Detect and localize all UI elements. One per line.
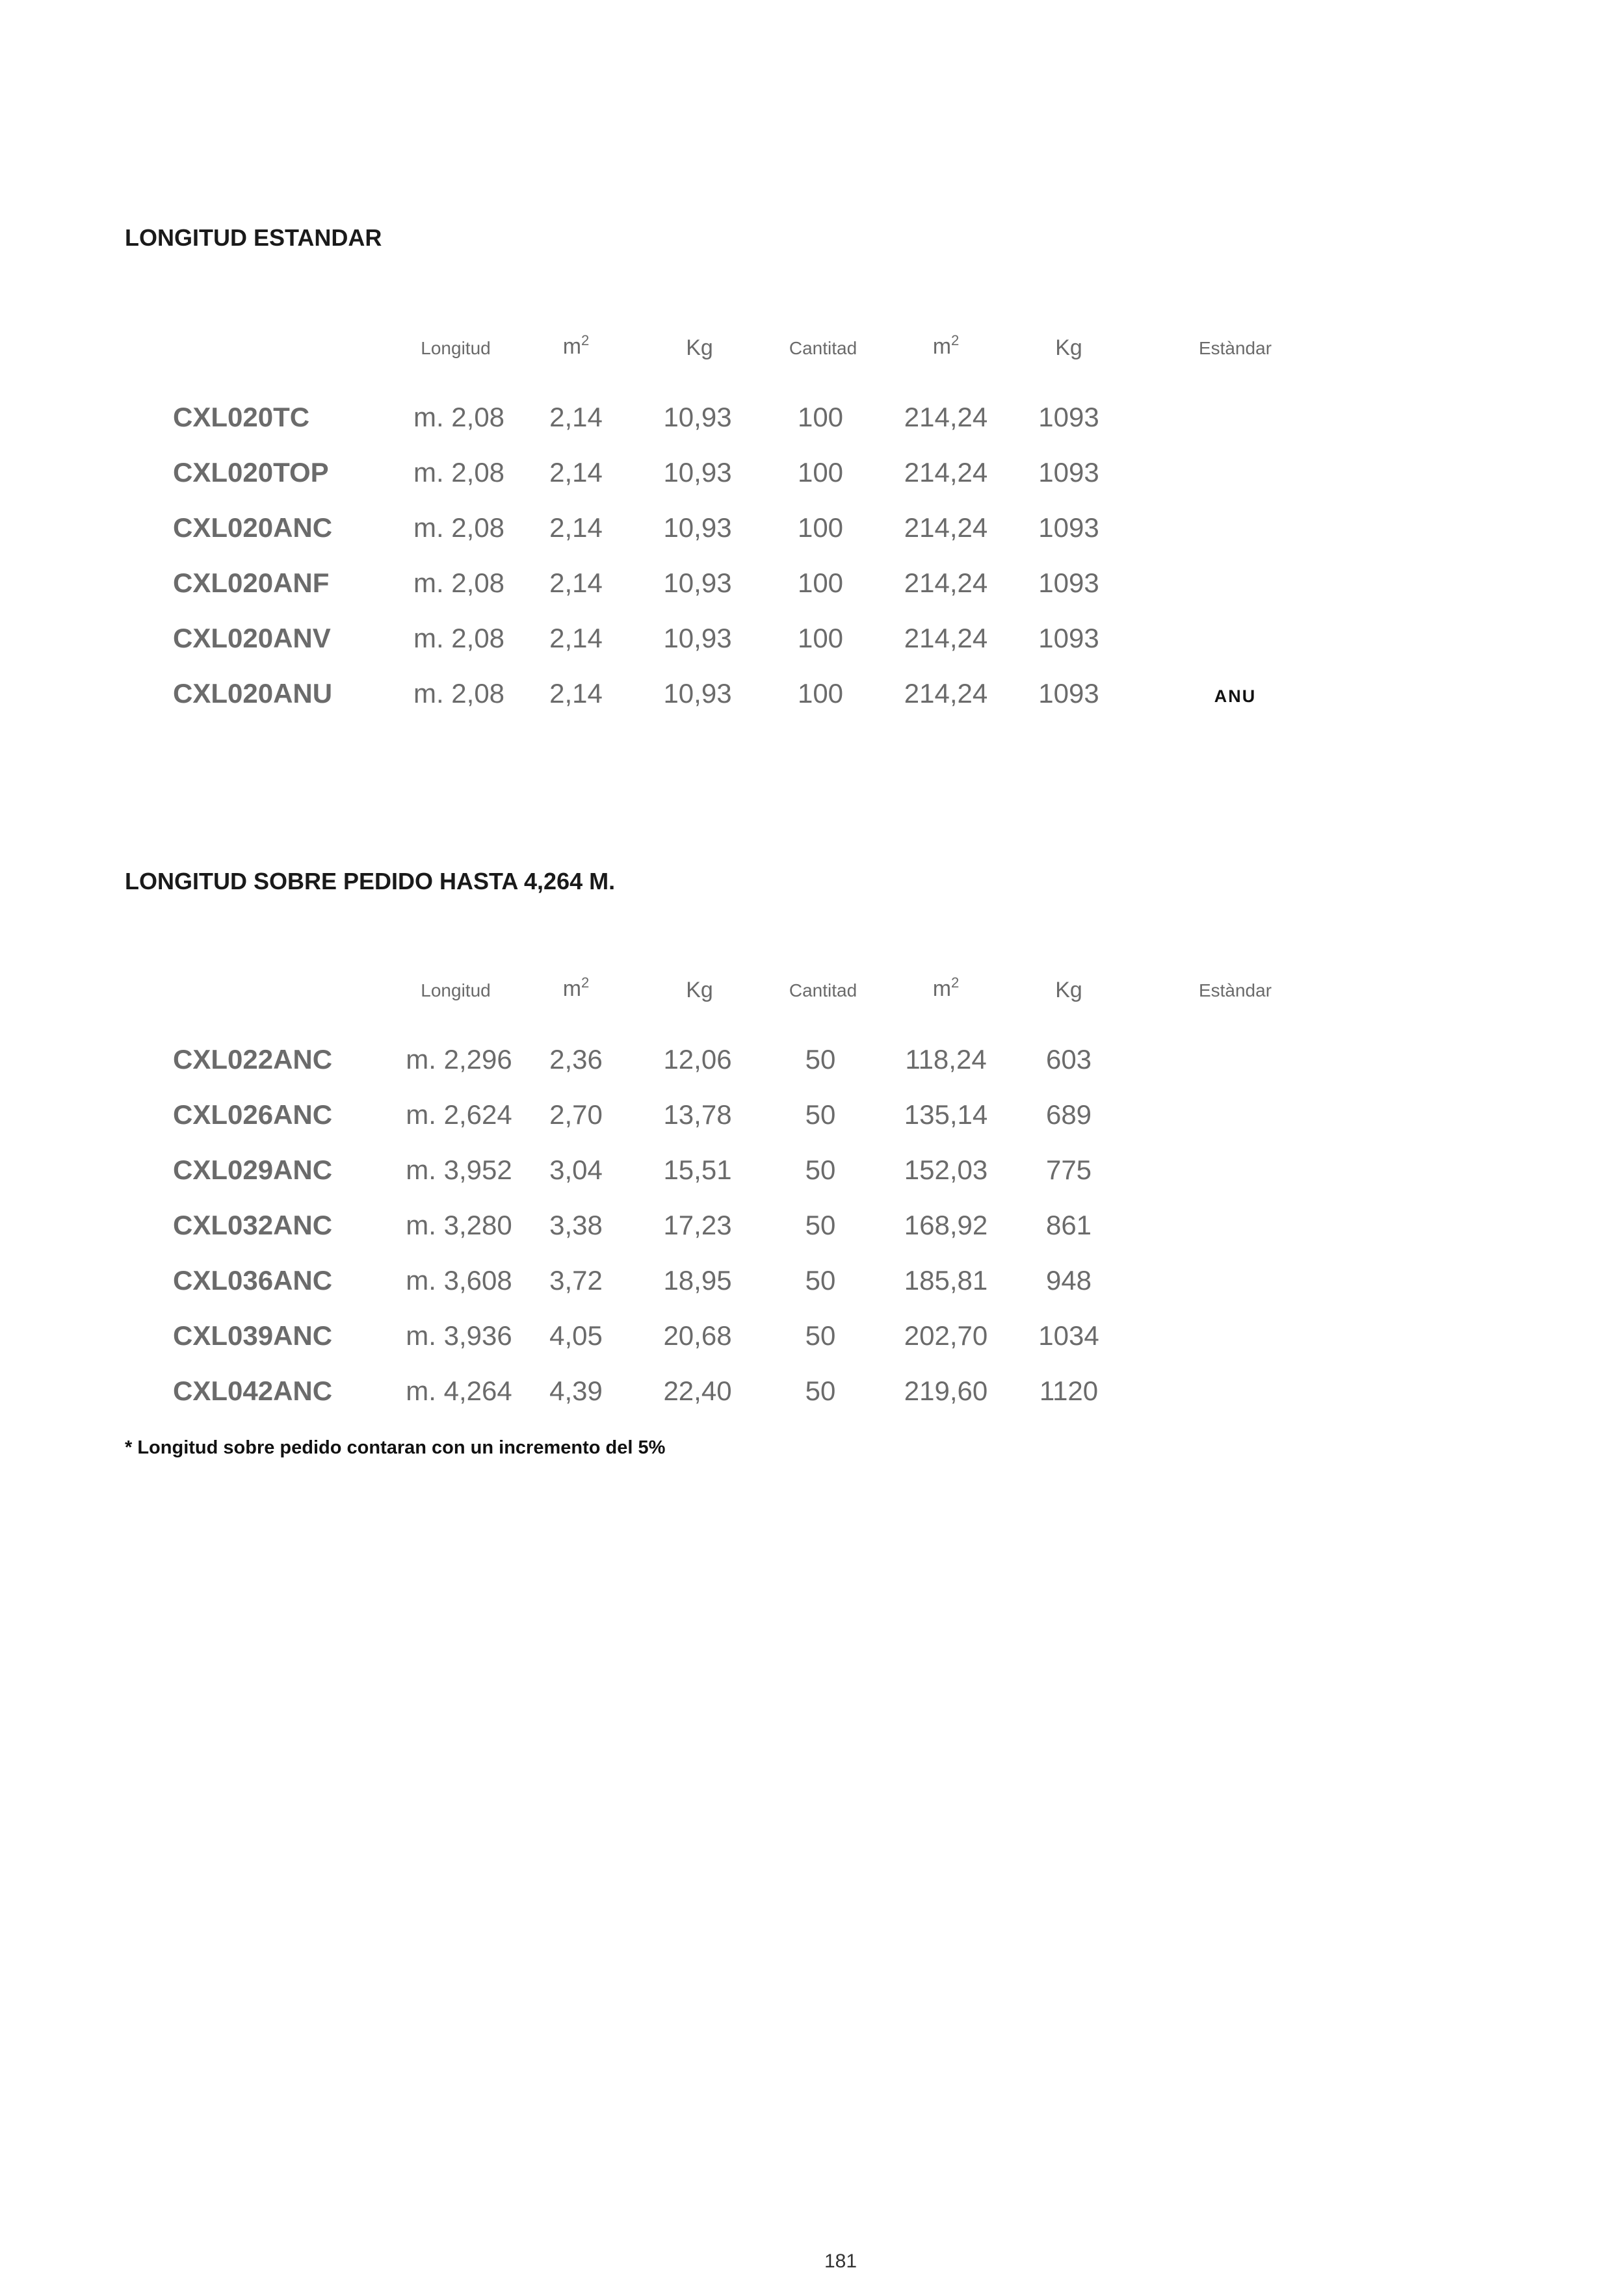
cell-code: CXL020ANV [173, 623, 331, 653]
cell-m2-unit: 2,70 [549, 1099, 603, 1130]
cell-longitud: m. 3,280 [406, 1210, 512, 1240]
cell-m2-unit: 4,05 [549, 1320, 603, 1351]
cell-cantitad: 50 [805, 1376, 836, 1406]
cell-longitud: m. 2,08 [413, 678, 505, 709]
cell-kg-total: 1034 [1038, 1320, 1099, 1351]
header-m2-unit: $m^2$ [562, 332, 590, 359]
cell-kg-total: 775 [1045, 1155, 1092, 1185]
cell-m2-unit: 2,14 [549, 567, 603, 598]
cell-code: CXL020ANF [173, 567, 330, 598]
cell-code: CXL042ANC [173, 1376, 333, 1406]
header-longitud: Longitud [421, 980, 491, 1000]
cell-m2-total: 219,60 [904, 1376, 988, 1406]
cell-kg-total: 948 [1045, 1265, 1092, 1296]
cell-cantitad: 50 [805, 1320, 836, 1351]
cell-m2-total: 214,24 [904, 623, 988, 653]
cell-kg-total: 689 [1045, 1099, 1092, 1130]
header-kg-total: Kg [1055, 978, 1082, 1002]
cell-cantitad: 100 [797, 512, 844, 543]
cell-kg-total: 1093 [1038, 512, 1099, 543]
cell-m2-unit: 3,04 [549, 1155, 603, 1185]
header-kg-total: Kg [1055, 335, 1082, 360]
page-number: 181 [824, 2250, 857, 2272]
cell-cantitad: 50 [805, 1210, 836, 1240]
cell-m2-unit: 2,14 [549, 457, 603, 488]
cell-m2-total: 152,03 [904, 1155, 988, 1185]
cell-kg-unit: 15,51 [663, 1155, 732, 1185]
header-longitud: Longitud [421, 338, 491, 358]
cell-cantitad: 100 [797, 457, 844, 488]
cell-longitud: m. 3,936 [406, 1320, 512, 1351]
cell-kg-unit: 17,23 [663, 1210, 732, 1240]
cell-m2-unit: 2,14 [549, 512, 603, 543]
header-estandar: Estàndar [1198, 980, 1272, 1000]
cell-kg-total: 1093 [1038, 623, 1099, 653]
cell-m2-unit: 3,72 [549, 1265, 603, 1296]
header-cantitad: Cantitad [789, 338, 857, 358]
cell-m2-unit: 3,38 [549, 1210, 603, 1240]
cell-kg-unit: 10,93 [663, 457, 732, 488]
cell-code: CXL020TOP [173, 457, 329, 488]
header-cantitad: Cantitad [789, 980, 857, 1000]
cell-code: CXL020TC [173, 402, 310, 432]
cell-m2-total: 118,24 [905, 1044, 987, 1075]
cell-kg-unit: 18,95 [663, 1265, 732, 1296]
cell-cantitad: 50 [805, 1044, 836, 1075]
cell-kg-unit: 10,93 [663, 512, 732, 543]
cell-code: CXL036ANC [173, 1265, 333, 1296]
cell-code: CXL032ANC [173, 1210, 333, 1240]
cell-m2-total: 135,14 [904, 1099, 988, 1130]
cell-kg-unit: 12,06 [663, 1044, 732, 1075]
cell-longitud: m. 2,296 [406, 1044, 512, 1075]
cell-kg-unit: 13,78 [663, 1099, 732, 1130]
cell-cantitad: 100 [797, 678, 844, 709]
cell-m2-unit: 2,36 [549, 1044, 603, 1075]
header-kg-unit: Kg [686, 335, 713, 360]
cell-m2-total: 185,81 [904, 1265, 988, 1296]
header-kg-unit: Kg [686, 978, 713, 1002]
cell-kg-unit: 20,68 [663, 1320, 732, 1351]
cell-code: CXL026ANC [173, 1099, 333, 1130]
cell-kg-unit: 10,93 [663, 567, 732, 598]
cell-kg-total: 1093 [1038, 457, 1099, 488]
section-title-estandar: LONGITUD ESTANDAR [125, 224, 382, 251]
cell-m2-unit: 2,14 [549, 678, 603, 709]
header-m2-total: $m^2$ [932, 332, 960, 359]
cell-code: CXL020ANU [173, 678, 333, 709]
cell-longitud: m. 3,952 [406, 1155, 512, 1185]
section-title-sobre-pedido: LONGITUD SOBRE PEDIDO HASTA 4,264 M. [125, 868, 616, 894]
cell-kg-unit: 10,93 [663, 678, 732, 709]
cell-kg-total: 1093 [1038, 567, 1099, 598]
cell-m2-total: 168,92 [904, 1210, 988, 1240]
footnote: * Longitud sobre pedido contaran con un incremento del 5% [125, 1437, 666, 1458]
cell-m2-total: 214,24 [904, 402, 988, 432]
estandar-badge: ANU [1214, 686, 1257, 706]
cell-kg-unit: 10,93 [663, 402, 732, 432]
cell-longitud: m. 2,08 [413, 402, 505, 432]
cell-longitud: m. 2,624 [406, 1099, 512, 1130]
cell-code: CXL022ANC [173, 1044, 333, 1075]
cell-kg-unit: 10,93 [663, 623, 732, 653]
cell-m2-total: 214,24 [904, 457, 988, 488]
cell-m2-total: 202,70 [904, 1320, 988, 1351]
cell-m2-unit: 2,14 [549, 623, 603, 653]
cell-kg-unit: 22,40 [663, 1376, 732, 1406]
cell-cantitad: 100 [797, 402, 844, 432]
cell-longitud: m. 2,08 [413, 512, 505, 543]
cell-kg-total: 1093 [1038, 678, 1099, 709]
cell-m2-total: 214,24 [904, 567, 988, 598]
cell-longitud: m. 2,08 [413, 567, 505, 598]
cell-m2-unit: 2,14 [549, 402, 603, 432]
cell-kg-total: 861 [1045, 1210, 1092, 1240]
cell-longitud: m. 3,608 [406, 1265, 512, 1296]
header-m2-total: $m^2$ [932, 974, 960, 1001]
cell-kg-total: 1120 [1039, 1376, 1099, 1406]
cell-kg-total: 1093 [1038, 402, 1099, 432]
cell-longitud: m. 2,08 [413, 457, 505, 488]
cell-code: CXL039ANC [173, 1320, 333, 1351]
cell-code: CXL029ANC [173, 1155, 333, 1185]
cell-m2-unit: 4,39 [549, 1376, 603, 1406]
cell-cantitad: 100 [797, 567, 844, 598]
cell-longitud: m. 2,08 [413, 623, 505, 653]
cell-cantitad: 100 [797, 623, 844, 653]
cell-kg-total: 603 [1045, 1044, 1092, 1075]
cell-code: CXL020ANC [173, 512, 333, 543]
header-m2-unit: $m^2$ [562, 974, 590, 1001]
cell-cantitad: 50 [805, 1155, 836, 1185]
cell-m2-total: 214,24 [904, 512, 988, 543]
cell-m2-total: 214,24 [904, 678, 988, 709]
cell-longitud: m. 4,264 [406, 1376, 512, 1406]
header-estandar: Estàndar [1198, 338, 1272, 358]
cell-cantitad: 50 [805, 1265, 836, 1296]
cell-cantitad: 50 [805, 1099, 836, 1130]
